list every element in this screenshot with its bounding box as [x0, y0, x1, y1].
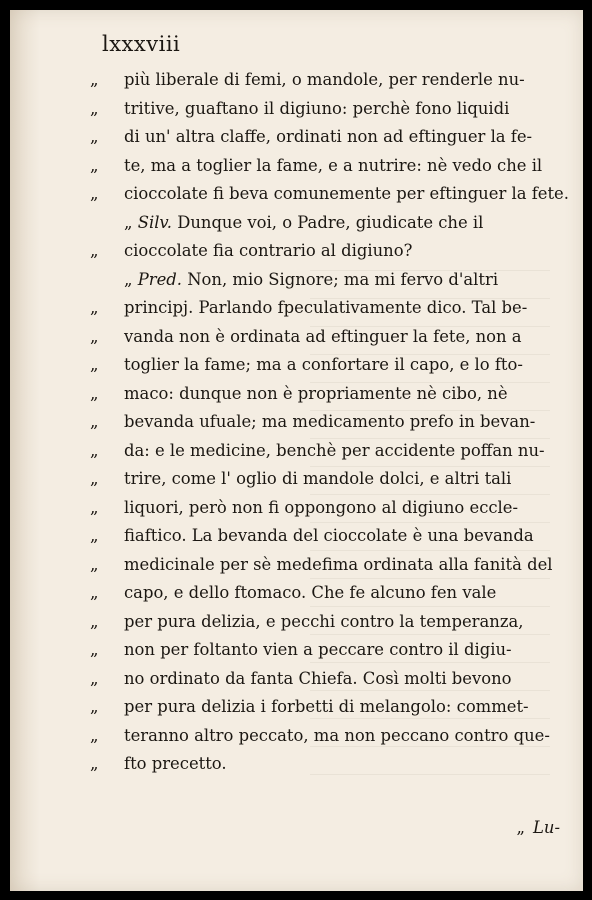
quote-mark: „ [90, 725, 99, 745]
quote-mark: „ [90, 355, 99, 374]
text-line [90, 551, 570, 580]
line-text: Non, mio Signore; ma mi fervo d'altri [187, 269, 499, 289]
text-line [90, 522, 570, 551]
text-line [90, 437, 570, 466]
quote-mark: „ [516, 818, 526, 837]
quote-mark: „ [90, 469, 99, 488]
quote-mark: „ [90, 298, 99, 317]
text-line [90, 636, 570, 665]
quote-mark: „ [90, 412, 99, 431]
page-number: lxxxviii [102, 32, 181, 56]
text-line [90, 408, 570, 437]
quote-mark: „ [90, 326, 99, 346]
line-text: non per foltanto vien a peccare contro il digiu- [124, 640, 512, 659]
text-line [90, 750, 570, 779]
text-line [90, 237, 570, 266]
line-text: te, ma a toglier la fame, e a nutrire: nè vedo che il [124, 155, 543, 175]
quote-mark: „ [90, 184, 99, 203]
quote-mark: „ [90, 127, 99, 146]
quote-mark: „ [90, 668, 99, 688]
text-line [90, 465, 570, 494]
quote-mark: „ [90, 155, 99, 175]
line-text: per pura delizia i forbetti di melangolo: commet- [124, 697, 529, 716]
line-text: principj. Parlando fpeculativamente dico. Tal be- [124, 298, 528, 317]
quote-mark: „ [124, 269, 133, 289]
line-text: cioccolate fi beva comunemente per eftinguer la fete. [124, 184, 569, 203]
text-line [90, 579, 570, 608]
catchword [90, 818, 560, 837]
text-line [90, 152, 570, 181]
quote-mark: „ [90, 611, 99, 631]
quote-mark: „ [90, 754, 99, 773]
quote-mark: „ [90, 440, 99, 460]
line-text: liquori, però non fi oppongono al digiuno eccle- [124, 497, 519, 517]
line-text: Dunque voi, o Padre, giudicate che il [177, 212, 484, 232]
line-text: teranno altro peccato, ma non peccano contro que- [124, 725, 550, 745]
quote-mark: „ [90, 497, 99, 517]
text-line [90, 494, 570, 523]
line-text: bevanda ufuale; ma medicamento prefo in bevan- [124, 412, 536, 431]
line-text: più liberale di femi, o mandole, per renderle nu- [124, 70, 525, 89]
text-line [90, 722, 570, 751]
quote-mark: „ [90, 98, 99, 118]
speaker-line-pred [90, 266, 570, 295]
line-text: tritive, guaftano il digiuno: perchè fono liquidi [124, 98, 510, 118]
quote-mark: „ [90, 583, 99, 602]
text-line [90, 294, 570, 323]
line-text: maco: dunque non è propriamente nè cibo, nè [124, 383, 508, 403]
quote-mark: „ [90, 70, 99, 89]
text-line [90, 380, 570, 409]
text-line [90, 665, 570, 694]
text-line [90, 351, 570, 380]
quote-mark: „ [90, 241, 99, 260]
line-text: no ordinato da fanta Chiefa. Così molti bevono [124, 668, 512, 688]
text-line [90, 323, 570, 352]
line-text: toglier la fame; ma a confortare il capo, e lo fto- [124, 355, 523, 374]
speaker-label-silv: Silv. [137, 212, 172, 232]
line-text: capo, e dello ftomaco. Che fe alcuno fen vale [124, 583, 497, 602]
line-text: vanda non è ordinata ad eftinguer la fete, non a [124, 326, 522, 346]
text-line [90, 95, 570, 124]
text-line [90, 180, 570, 209]
quote-mark: „ [90, 697, 99, 716]
quote-mark: „ [90, 383, 99, 403]
line-text: trire, come l' oglio di mandole dolci, e altri tali [124, 469, 512, 488]
book-page [10, 10, 583, 891]
line-text: fiaftico. La bevanda del cioccolate è una bevanda [124, 526, 534, 545]
quote-mark: „ [124, 212, 133, 232]
speaker-line-silv [90, 209, 570, 238]
line-text: di un' altra claffe, ordinati non ad eftinguer la fe- [124, 127, 533, 146]
line-text: medicinale per sè medefima ordinata alla fanità del [124, 554, 553, 574]
text-line [90, 123, 570, 152]
text-line [90, 66, 570, 95]
speaker-label-pred: Pred. [137, 269, 182, 289]
catchword-text: Lu- [533, 818, 560, 837]
body-text [90, 66, 570, 837]
quote-mark: „ [90, 554, 99, 574]
line-text: fto precetto. [124, 754, 227, 773]
text-line [90, 608, 570, 637]
line-text: cioccolate fia contrario al digiuno? [124, 241, 413, 260]
line-text: da: e le medicine, benchè per accidente poffan nu- [124, 440, 545, 460]
text-line [90, 693, 570, 722]
quote-mark: „ [90, 640, 99, 659]
line-text: per pura delizia, e pecchi contro la temperanza, [124, 611, 524, 631]
quote-mark: „ [90, 526, 99, 545]
